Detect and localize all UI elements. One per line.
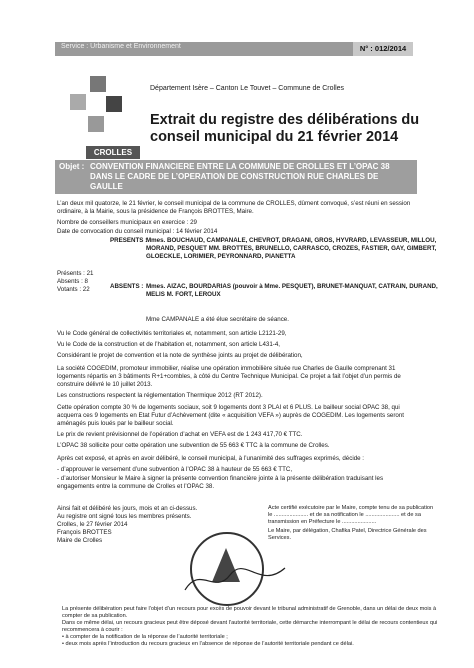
object-label: Objet : [59,162,85,171]
logo-square-icon [90,76,106,92]
intro-paragraph: L’an deux mil quatorze, le 21 février, le conseil municipal de la commune de CROLLES, dûment convoqué, s’est réuni en session ordinaire, à la Mairie, sous la présidence de François BROTTES, Maire. [57,200,411,215]
body-paragraph: - d’approuver le versement d’une subvention à l’OPAC 38 à hauteur de 55 663 € TTC, [57,466,293,473]
footer-line: • deux mois après l’introduction du recours gracieux en l’absence de réponse de l’autorité territoriale pendant ce délai. [62,641,354,647]
signature-block-right [268,505,436,542]
body-paragraph: La société COGEDIM, promoteur immobilier, réalise une opération immobilière située rue Charles de Gaulle comprenant 31 logements répartis en 3 bâtiments R+1+combles, à côté du Centre Technique Municipal. Ce projet a fait l’objet d’un permis de construire délivré le 10 juillet 2013. [57,365,401,388]
signature-block-left [57,505,217,545]
logo-wordmark: CROLLES [86,146,140,159]
body-paragraph: Après cet exposé, et après en avoir délibéré, le conseil municipal, à l’unanimité des suffrages exprimés, décide : [57,455,365,462]
header-bar [55,42,413,56]
body-paragraph: - d’autoriser Monsieur le Maire à signer la présente convention financière jointe à la présente délibération traduisant les engagements entre la commune de Crolles et l’OPAC 38. [57,475,384,490]
title-line-2: conseil municipal du 21 février 2014 [150,129,399,145]
body-paragraph: Les constructions respectent la réglementation Thermique 2012 (RT 2012). [57,392,263,399]
body-paragraph: Cette opération compte 30 % de logements sociaux, soit 9 logements dont 3 PLAI et 6 PLUS. Le bailleur social OPAC 38, qui acquerra ces 9 logements en Etat Futur d’Achèvement (dite « acquisition VEFA ») auprès de COGEDIM. Les logements seront aménagés puis loués par le bailleur social. [57,404,405,427]
absents-label: ABSENTS : [110,283,144,290]
legal-footer [62,606,438,648]
logo-square-icon [88,116,104,132]
body-paragraph: Vu le Code de la construction et de l’habitation et, notamment, son article L431-4, [57,341,280,348]
signature-line: Au registre ont signé tous les membres présents. [57,513,192,520]
counsellors-count: Nombre de conseillers municipaux en exercice : 29 [57,219,197,226]
footer-line: Dans ce même délai, un recours gracieux peut être déposé devant l’autorité territoriale, cette démarche interrompant le délai de recours contentieux qui recommencera à courir : [62,620,438,633]
convocation-date: Date de convocation du conseil municipal : 14 février 2014 [57,228,218,235]
department-line: Département Isère – Canton Le Touvet – Commune de Crolles [150,85,345,92]
object-bar [55,160,417,194]
object-text: CONVENTION FINANCIERE ENTRE LA COMMUNE DE CROLLES ET L’OPAC 38 DANS LE CADRE DE L’OPERATION DE CONSTRUCTION RUE CHARLES DE GAULLE [90,162,390,191]
title-line-1: Extrait du registre des délibérations du [150,112,420,128]
presents-label: PRESENTS : [110,237,148,244]
signature-line: Crolles, le 27 février 2014 [57,521,128,528]
logo-square-icon [70,94,86,110]
signature-line: Maire de Crolles [57,537,103,544]
body-paragraph: Vu le Code général de collectivités territoriales et, notamment, son article L2121-29, [57,330,287,337]
body-paragraph: L’OPAC 38 sollicite pour cette opération une subvention de 55 663 € TTC à la commune de Crolles. [57,442,330,449]
service-label: Service : Urbanisme et Environnement [61,43,181,50]
deliberation-number: N° : 012/2014 [353,42,413,56]
voting-count: Votants : 22 [57,286,90,293]
signature-line: Ainsi fait et délibéré les jours, mois et an ci-dessus. [57,505,198,512]
secretary-line: Mme CAMPANALE a été élue secrétaire de séance. [146,316,289,323]
crolles-logo [62,72,142,160]
signature-line: François BROTTES [57,529,112,536]
certification-text: Acte certifié exécutoire par le Maire, compte tenu de sa publication le ...................... et de sa notification le ...................... et de sa transmission en Préfecture le ...................... [268,505,434,525]
footer-line: • à compter de la notification de la réponse de l’autorité territoriale ; [62,634,228,640]
body-paragraph: Considérant le projet de convention et la note de synthèse joints au projet de délibération, [57,352,303,359]
presents-list: Mmes. BOUCHAUD, CAMPANALE, CHEVROT, DRAGANI, GROS, HYVRARD, LEVASSEUR, MILLOU, MORAND, PESQUET MM. BROTTES, BRUNELLO, CARRASCO, CROZES, FASTIER, GAY, GIMBERT, GLOECKLE, LORIMIER, PEYRONNARD, PIANETTA [146,237,437,260]
logo-square-icon [106,96,122,112]
delegation-text: Le Maire, par délégation, Chafika Patel, Directrice Générale des Services. [268,528,427,541]
footer-line: La présente délibération peut faire l’objet d’un recours pour excès de pouvoir devant le tribunal administratif de Grenoble, dans un délai de deux mois à compter de sa publication. [62,606,437,619]
absent-count: Absents : 8 [57,278,88,285]
handwritten-signature [180,560,290,600]
body-paragraph: Le prix de revient prévisionnel de l’opération d’achat en VEFA est de 1 243 417,70 € TTC. [57,431,303,438]
present-count: Présents : 21 [57,270,94,277]
page-title [150,112,450,146]
absents-list: Mmes. AIZAC, BOURDARIAS (pouvoir à Mme. PESQUET), BRUNET-MANQUAT, CATRAIN, DURAND, MELIS M. FORT, LEROUX [146,283,438,298]
